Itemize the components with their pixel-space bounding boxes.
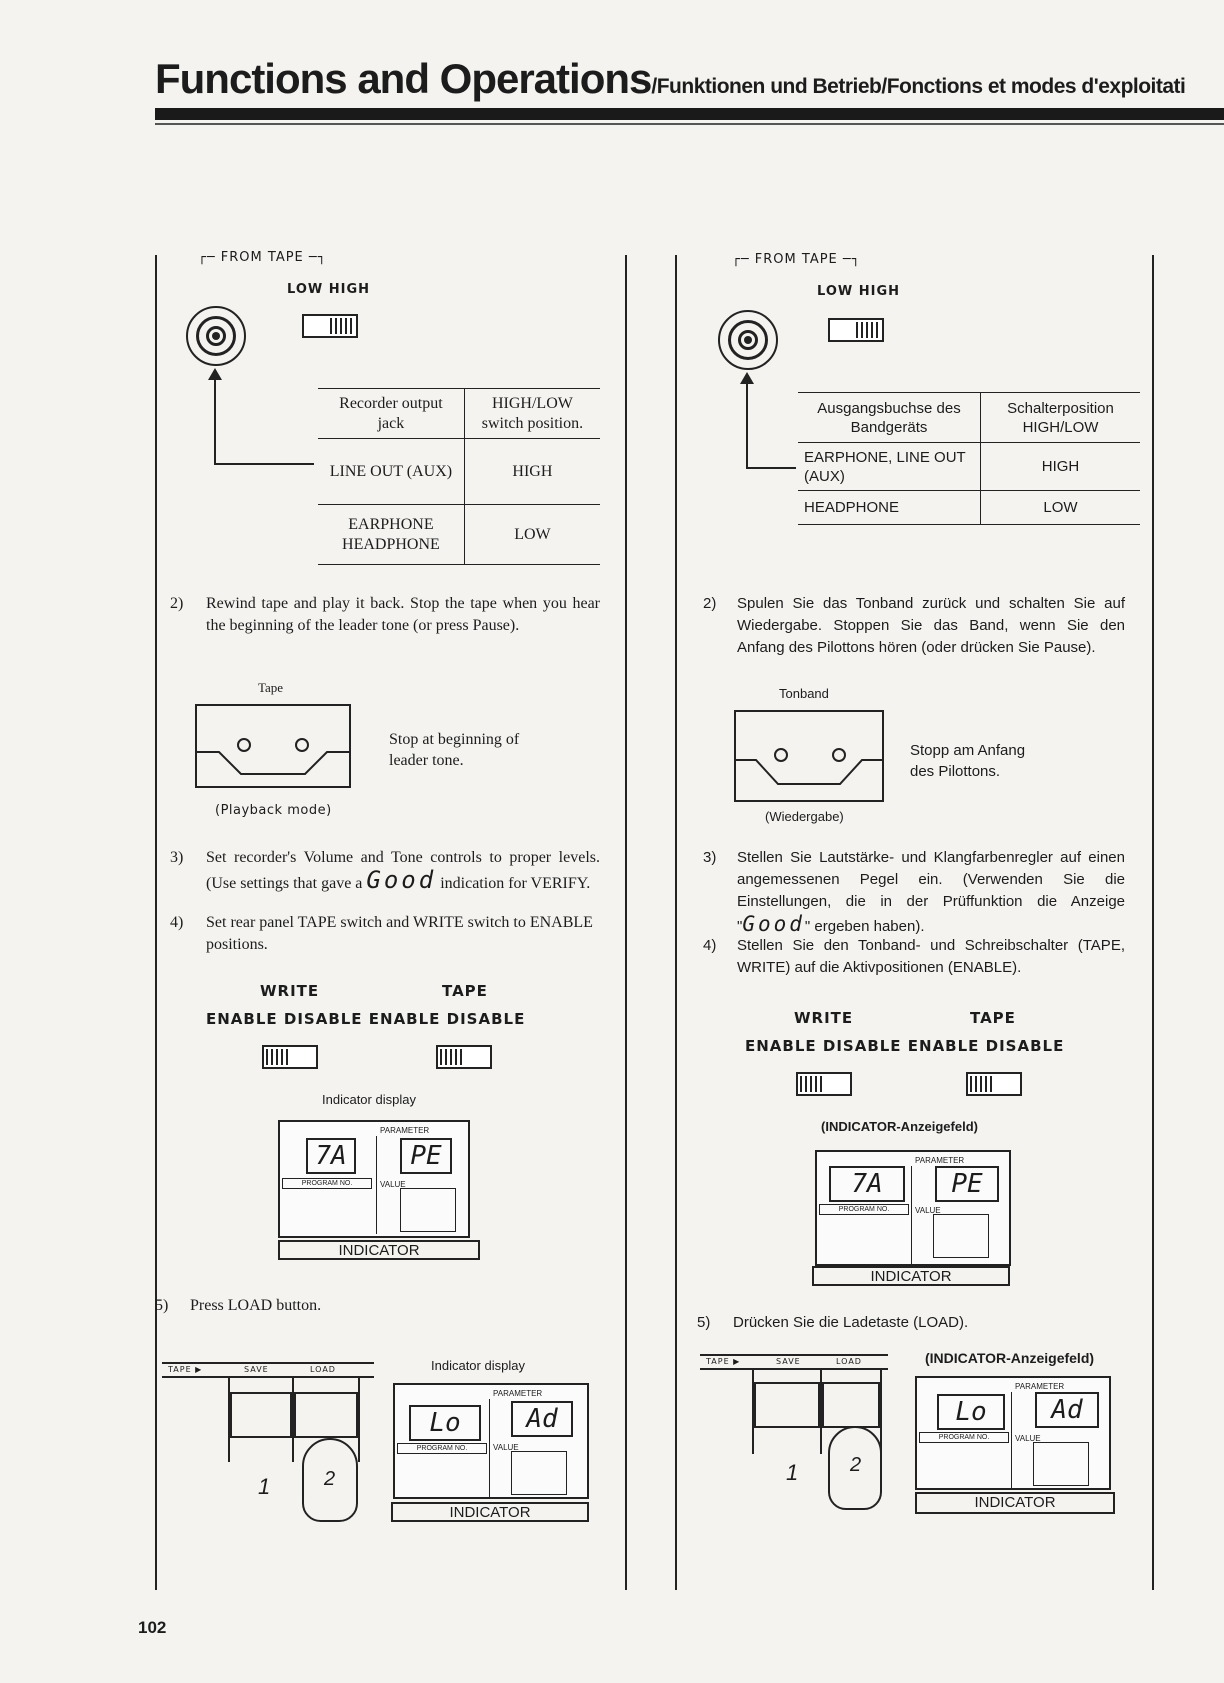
- value-box: [400, 1188, 456, 1232]
- cassette-diagram: [195, 704, 351, 788]
- program-digits: 7A: [306, 1138, 356, 1174]
- table-row: EARPHONE HEADPHONE LOW: [318, 505, 600, 565]
- tape-buttons-panel: TAPE ▶ SAVE LOAD 1 2: [162, 1362, 374, 1502]
- tape-mode: (Playback mode): [215, 803, 332, 818]
- enable-disable-labels: ENABLE DISABLE ENABLE DISABLE: [206, 1010, 526, 1028]
- step-5-text-de: Drücken Sie die Ladetaste (LOAD).: [733, 1314, 969, 1331]
- write-switch-de: [796, 1072, 852, 1096]
- write-label-de: WRITE: [794, 1009, 854, 1027]
- tape-caption-de: Stopp am Anfang des Pilottons.: [910, 742, 1026, 780]
- program-digits: 7A: [829, 1166, 905, 1202]
- tape-button-label: TAPE ▶: [168, 1365, 203, 1374]
- parameter-digits: PE: [935, 1166, 999, 1202]
- title-rule-thin: [155, 123, 1224, 125]
- program-digits: Lo: [409, 1405, 481, 1441]
- step-2-text: Rewind tape and play it back. Stop the tape when you hear the beginning of the leader tone (or press Pause).: [206, 595, 600, 634]
- step-3-number-de: 3): [703, 849, 717, 866]
- tape-label: Tape: [258, 680, 284, 695]
- value-box: [511, 1451, 567, 1495]
- tape-switch-de: [966, 1072, 1022, 1096]
- step-4-text: Set rear panel TAPE switch and WRITE switch to ENABLE positions.: [206, 914, 593, 953]
- finger-icon: 2: [828, 1426, 882, 1510]
- from-tape-label: ┌─ FROM TAPE ─┐: [198, 250, 327, 265]
- indicator-display: PARAMETER 7A PE PROGRAM NO. VALUE: [278, 1120, 470, 1238]
- table-header-position: Schalterposition HIGH/LOW: [981, 393, 1140, 443]
- tape-jack-icon-de: [718, 310, 778, 370]
- tape-switch-label: TAPE: [442, 982, 488, 1000]
- load-button-label: LOAD: [836, 1357, 862, 1366]
- tape-mode-de: (Wiedergabe): [765, 809, 844, 824]
- left-column-rule: [155, 255, 157, 1590]
- jack-switch-table: [318, 388, 600, 565]
- indicator-display-label-de: (INDICATOR-Anzeigefeld): [821, 1119, 978, 1134]
- center-column-rule: [625, 255, 627, 1590]
- save-button[interactable]: [754, 1382, 820, 1428]
- jack-arrow-line-de: [746, 382, 748, 468]
- indicator-display-de-2: PARAMETER Lo Ad PROGRAM NO. VALUE: [915, 1376, 1111, 1490]
- write-switch: [262, 1045, 318, 1069]
- jack-switch-table-de: [798, 392, 1140, 525]
- low-high-switch-de: [828, 318, 884, 342]
- tape-label-de: Tonband: [779, 686, 829, 701]
- save-button-label: SAVE: [776, 1357, 801, 1366]
- step-3-text-de: Stellen Sie Lautstärke- und Klangfarbenregler auf einen angemessenen Pegel ein. (Verwenden Sie die Einstellungen, die in der Prüffunktion die Anzeige "Good" ergeben haben).: [737, 849, 1125, 936]
- jack-arrow-line-h: [214, 463, 314, 465]
- low-high-label: LOW HIGH: [287, 282, 371, 297]
- page-title: Functions and Operations/Funktionen und Betrieb/Fonctions et modes d'exploitati: [155, 55, 1186, 102]
- step-3-text: Set recorder's Volume and Tone controls to proper levels. (Use settings that gave a Good indication for VERIFY.: [206, 849, 600, 894]
- table-row: HEADPHONE LOW: [798, 491, 1140, 525]
- indicator-display-label-de-2: (INDICATOR-Anzeigefeld): [925, 1350, 1095, 1366]
- indicator-label-de-2: INDICATOR: [915, 1492, 1115, 1514]
- low-high-label-de: LOW HIGH: [817, 284, 901, 299]
- step-4-number: 4): [170, 914, 184, 931]
- indicator-label-2: INDICATOR: [391, 1502, 589, 1522]
- center-column-rule-2: [675, 255, 677, 1590]
- step-2-text-de: Spulen Sie das Tonband zurück und schalten Sie auf Wiedergabe. Stoppen Sie das Band, wenn Sie den Anfang des Pilottons hören (oder drücken Sie Pause).: [737, 595, 1125, 656]
- indicator-label-de: INDICATOR: [812, 1266, 1010, 1286]
- write-label: WRITE: [260, 982, 320, 1000]
- right-column-rule: [1152, 255, 1154, 1590]
- tape-switch-label-de: TAPE: [970, 1009, 1016, 1027]
- cassette-diagram-de: [734, 710, 884, 802]
- jack-arrow-line: [214, 378, 216, 464]
- indicator-display-2: PARAMETER Lo Ad PROGRAM NO. VALUE: [393, 1383, 589, 1499]
- step-5-number-de: 5): [697, 1314, 711, 1331]
- indicator-display-label: Indicator display: [322, 1092, 416, 1107]
- tape-button-label: TAPE ▶: [706, 1357, 741, 1366]
- value-box: [1033, 1442, 1089, 1486]
- save-button-label: SAVE: [244, 1365, 269, 1374]
- table-header-position: HIGH/LOW switch position.: [464, 389, 600, 439]
- good-display: Good: [742, 912, 805, 936]
- indicator-label: INDICATOR: [278, 1240, 480, 1260]
- parameter-digits: Ad: [1035, 1392, 1099, 1428]
- step-2-number-de: 2): [703, 595, 717, 612]
- finger-icon: 2: [302, 1438, 358, 1522]
- arrow-up-icon: [208, 368, 222, 380]
- step-3-number: 3): [170, 849, 184, 866]
- load-button-label: LOAD: [310, 1365, 336, 1374]
- parameter-digits: PE: [400, 1138, 452, 1174]
- step-5-number: 5): [155, 1297, 169, 1314]
- table-row: EARPHONE, LINE OUT (AUX) HIGH: [798, 443, 1140, 491]
- step-5-text: Press LOAD button.: [190, 1297, 322, 1314]
- save-button[interactable]: [230, 1392, 292, 1438]
- low-high-switch: [302, 314, 358, 338]
- indicator-display-de: PARAMETER 7A PE PROGRAM NO. VALUE: [815, 1150, 1011, 1266]
- step-4-number-de: 4): [703, 937, 717, 954]
- table-header-jack: Ausgangsbuchse des Bandgeräts: [798, 393, 981, 443]
- parameter-digits: Ad: [511, 1401, 573, 1437]
- tape-caption: Stop at beginning of leader tone.: [389, 731, 520, 769]
- jack-arrow-line-h-de: [746, 467, 796, 469]
- tape-jack-icon: [186, 306, 246, 366]
- enable-disable-labels-de: ENABLE DISABLE ENABLE DISABLE: [745, 1037, 1065, 1055]
- tape-buttons-panel-de: TAPE ▶ SAVE LOAD 1 2: [700, 1354, 888, 1494]
- page-number: 102: [138, 1618, 167, 1637]
- program-digits: Lo: [937, 1394, 1005, 1430]
- step-4-text-de: Stellen Sie den Tonband- und Schreibschalter (TAPE, WRITE) auf die Aktivpositionen (ENABLE).: [737, 937, 1125, 976]
- load-button[interactable]: [294, 1392, 358, 1438]
- arrow-up-icon: [740, 372, 754, 384]
- indicator-display-label-2: Indicator display: [431, 1358, 525, 1373]
- title-rule: [155, 108, 1224, 120]
- value-box: [933, 1214, 989, 1258]
- good-display: Good: [366, 866, 437, 894]
- step-2-number: 2): [170, 595, 184, 612]
- table-row: LINE OUT (AUX) HIGH: [318, 439, 600, 505]
- load-button[interactable]: [822, 1382, 880, 1428]
- table-header-jack: Recorder output jack: [318, 389, 464, 439]
- from-tape-label-de: ┌─ FROM TAPE ─┐: [732, 252, 861, 267]
- tape-switch: [436, 1045, 492, 1069]
